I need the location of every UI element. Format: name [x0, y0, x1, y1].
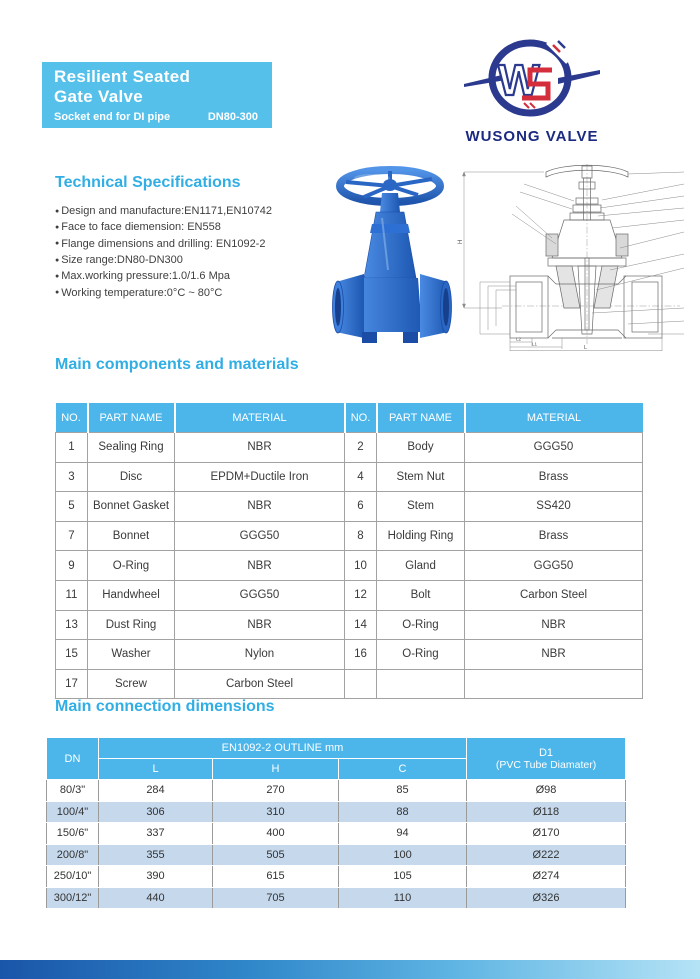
valve-photo	[332, 160, 452, 347]
dimensions-header-row1	[47, 738, 626, 759]
col-header-l: L	[99, 759, 213, 780]
tech-specs-list	[55, 203, 272, 301]
table-row: 300/12" 440 705 110 Ø326	[47, 887, 626, 909]
components-header-row	[56, 403, 643, 433]
spec-item: ● Face to face diemension: EN558	[55, 221, 221, 234]
table-row: 3 Disc EPDM+Ductile Iron 4 Stem Nut Brass	[56, 462, 643, 492]
components-heading: Main components and materials	[55, 356, 299, 373]
title-subtitle-row	[54, 111, 272, 123]
table-row: 13 Dust Ring NBR 14 O-Ring NBR	[56, 610, 643, 640]
col-header-dn: DN	[47, 738, 99, 780]
footer-bar	[0, 960, 700, 979]
dim-label-l2: L2	[516, 336, 522, 342]
col-header: MATERIAL	[465, 403, 643, 433]
brand-name: WUSONG VALVE	[465, 128, 599, 145]
dim-label-l1: L1	[532, 341, 538, 347]
bullet-icon: ●	[55, 256, 60, 264]
bullet-icon: ●	[55, 272, 60, 280]
dimensions-heading: Main connection dimensions	[55, 698, 275, 715]
spec-item: ● Working temperature:0°C ~ 80°C	[55, 286, 223, 299]
bullet-icon: ●	[55, 240, 60, 248]
components-table	[55, 403, 643, 699]
col-header: PART NAME	[88, 403, 175, 433]
col-header-c: C	[339, 759, 467, 780]
spec-item: ● Max.working pressure:1.0/1.6 Mpa	[55, 270, 230, 283]
col-header: MATERIAL	[175, 403, 345, 433]
col-header: NO.	[345, 403, 377, 433]
table-row: 7 Bonnet GGG50 8 Holding Ring Brass	[56, 521, 643, 551]
wusong-logo-icon	[462, 34, 602, 128]
bullet-icon: ●	[55, 207, 60, 215]
svg-text:W: W	[498, 56, 540, 105]
subtitle-text: Socket end for DI pipe	[54, 111, 171, 123]
col-header: NO.	[56, 403, 88, 433]
dim-label-h: H	[458, 239, 464, 244]
table-row: 150/6" 337 400 94 Ø170	[47, 823, 626, 845]
col-header-d1: D1 (PVC Tube Diamater)	[467, 738, 626, 780]
spec-item: ● Design and manufacture:EN1171,EN10742	[55, 205, 273, 218]
bullet-icon: ●	[55, 289, 60, 297]
table-row: 100/4" 306 310 88 Ø118	[47, 801, 626, 823]
tech-specs-heading: Technical Specifications	[55, 174, 241, 191]
table-row: 80/3" 284 270 85 Ø98	[47, 780, 626, 802]
table-row: 1 Sealing Ring NBR 2 Body GGG50	[56, 433, 643, 463]
title-box	[42, 62, 272, 128]
col-header-h: H	[213, 759, 339, 780]
page-title-line2: Gate Valve	[54, 87, 144, 106]
valve-drawing	[452, 158, 700, 352]
table-row: 17 Screw Carbon Steel	[56, 669, 643, 699]
col-header: PART NAME	[377, 403, 465, 433]
dim-label-l: L	[584, 345, 588, 351]
spec-item: ● Size range:DN80-DN300	[55, 254, 183, 267]
table-row: 15 Washer Nylon 16 O-Ring NBR	[56, 640, 643, 670]
table-row: 11 Handwheel GGG50 12 Bolt Carbon Steel	[56, 580, 643, 610]
size-range-text: DN80-300	[207, 111, 258, 123]
col-header-group: EN1092-2 OUTLINE mm	[99, 738, 467, 759]
table-row: 9 O-Ring NBR 10 Gland GGG50	[56, 551, 643, 581]
page-title-line1: Resilient Seated	[54, 67, 191, 86]
table-row: 250/10" 390 615 105 Ø274	[47, 866, 626, 888]
table-row: 200/8" 355 505 100 Ø222	[47, 844, 626, 866]
dimensions-table	[46, 737, 626, 909]
table-row: 5 Bonnet Gasket NBR 6 Stem SS420	[56, 492, 643, 522]
bullet-icon: ●	[55, 223, 60, 231]
spec-item: ● Flange dimensions and drilling: EN1092-2	[55, 237, 266, 250]
